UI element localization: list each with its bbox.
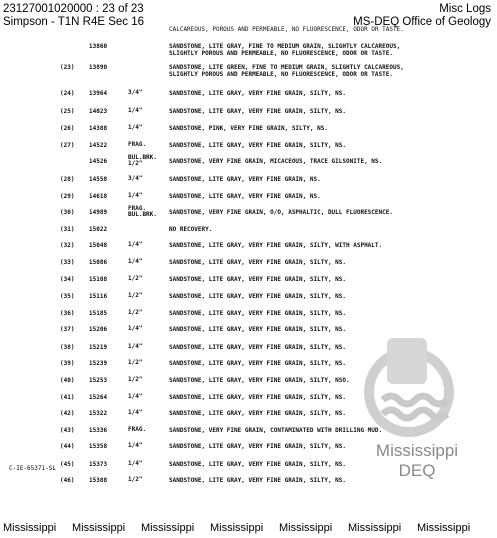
entry-sample-size: 1/2" xyxy=(128,376,143,383)
entry-number: (30) xyxy=(60,209,75,216)
description-line: SANDSTONE, LITE GRAY, VERY FINE GRAIN, SILTY, NS. xyxy=(169,90,347,97)
description-line: SANDSTONE, LITE GREEN, FINE TO MEDIUM GRAIN, SLIGHTLY CALCAREOUS, xyxy=(169,64,404,71)
entry-description xyxy=(169,242,382,249)
entry-depth: 14618 xyxy=(89,193,108,200)
footer-watermark-text: Mississippi xyxy=(348,522,402,534)
office-name: MS-DEQ Office of Geology xyxy=(353,16,491,28)
description-line: SANDSTONE, LITE GRAY, VERY FINE GRAIN, NS. xyxy=(169,193,321,200)
entry-number: (35) xyxy=(60,293,75,300)
scanned-core-log xyxy=(60,26,460,506)
entry-depth: 15116 xyxy=(89,293,108,300)
entry-depth: 15336 xyxy=(89,427,108,434)
entry-depth: 15048 xyxy=(89,242,108,249)
description-line: SANDSTONE, LITE GRAY, VERY FINE GRAIN, SILTY, NS. xyxy=(169,344,347,351)
document-id: 23127001020000 : 23 of 23 xyxy=(3,3,144,15)
entry-description xyxy=(169,209,393,216)
entry-sample-size: 1/4" xyxy=(128,409,143,416)
entry-number: (31) xyxy=(60,226,75,233)
entry-sample-size: 1/4" xyxy=(128,442,143,449)
footer-watermark-text: Mississippi xyxy=(72,522,126,534)
entry-sample-size: FRAG. xyxy=(128,141,147,148)
entry-description xyxy=(169,259,346,266)
entry-number: (41) xyxy=(60,394,75,401)
entry-description xyxy=(169,276,346,283)
entry-description xyxy=(169,158,382,165)
entry-depth: 13890 xyxy=(89,64,108,71)
entry-sample-size: 1/4" xyxy=(128,124,143,131)
entry-description xyxy=(169,226,212,233)
entry-description xyxy=(169,326,346,333)
entry-depth: 15322 xyxy=(89,410,108,417)
entry-number: (25) xyxy=(60,108,75,115)
description-line: SLIGHTLY POROUS AND PERMEABLE, NO FLUORESCENCE, ODOR OR TASTE. xyxy=(169,71,393,78)
entry-number: (38) xyxy=(60,344,75,351)
entry-depth: 15185 xyxy=(89,310,108,317)
entry-sample-size: 1/2" xyxy=(128,275,143,282)
entry-sample-size: 3/4" xyxy=(128,89,143,96)
entry-depth: 15264 xyxy=(89,394,108,401)
entry-number: (43) xyxy=(60,427,75,434)
description-line: SANDSTONE, LITE GRAY, VERY FINE GRAIN, SILTY, NS. xyxy=(169,394,347,401)
entry-description xyxy=(169,310,346,317)
entry-sample-size: FRAG. xyxy=(128,426,147,433)
entry-depth: 14522 xyxy=(89,142,108,149)
description-line: SANDSTONE, PINK, VERY FINE GRAIN, SILTY, NS. xyxy=(169,125,328,132)
description-line: SANDSTONE, LITE GRAY, VERY FINE GRAIN, SILTY, NS. xyxy=(169,477,347,484)
entry-number: (32) xyxy=(60,242,75,249)
entry-sample-size: BUL.BRK. 1/2" xyxy=(128,154,157,167)
well-location: Simpson - T1N R4E Sec 16 xyxy=(3,16,145,28)
entry-depth: 13964 xyxy=(89,90,108,97)
entry-description xyxy=(169,461,346,468)
entry-number: (24) xyxy=(60,90,75,97)
entry-sample-size: 1/2" xyxy=(128,476,143,483)
entry-depth: 14388 xyxy=(89,125,108,132)
entry-number: (44) xyxy=(60,443,75,450)
entry-depth: 15373 xyxy=(89,461,108,468)
entry-number: (34) xyxy=(60,276,75,283)
footer-watermark-text: Mississippi xyxy=(141,522,195,534)
entry-description xyxy=(169,176,321,183)
description-line: SANDSTONE, LITE GRAY, VERY FINE GRAIN, SILTY, NS. xyxy=(169,461,347,468)
watermark-line2: DEQ xyxy=(398,461,436,480)
entry-description xyxy=(169,360,346,367)
footer-watermark-text: Mississippi xyxy=(417,522,471,534)
entry-description xyxy=(169,293,346,300)
description-line: SANDSTONE, LITE GRAY, VERY FINE GRAIN, NS. xyxy=(169,176,321,183)
entry-sample-size: 1/2" xyxy=(128,292,143,299)
entry-depth: 15022 xyxy=(89,226,108,233)
description-line: SANDSTONE, LITE GRAY, VERY FINE GRAIN, SILTY, NS. xyxy=(169,108,347,115)
entry-depth: 15219 xyxy=(89,344,108,351)
footer-watermark-text: Mississippi xyxy=(279,522,333,534)
description-line: SANDSTONE, LITE GRAY, VERY FINE GRAIN, SILTY, NS. xyxy=(169,410,347,417)
entry-depth: 14023 xyxy=(89,108,108,115)
entry-depth: 15206 xyxy=(89,326,108,333)
entry-description xyxy=(169,377,350,384)
entry-sample-size: 1/4" xyxy=(128,192,143,199)
entry-description xyxy=(169,64,404,78)
entry-sample-size: FRAG. BUL.BRK. xyxy=(128,205,157,218)
entry-depth: 14989 xyxy=(89,209,108,216)
entry-description xyxy=(169,443,346,450)
entry-sample-size: 1/2" xyxy=(128,309,143,316)
entry-sample-size: 1/4" xyxy=(128,325,143,332)
description-line: SANDSTONE, LITE GRAY, VERY FINE GRAIN, SILTY, NSO. xyxy=(169,377,350,384)
description-line: SANDSTONE, LITE GRAY, VERY FINE GRAIN, SILTY, NS. xyxy=(169,259,347,266)
description-line: NO RECOVERY. xyxy=(169,226,213,233)
entry-sample-size: 1/4" xyxy=(128,393,143,400)
entry-number: (39) xyxy=(60,360,75,367)
entry-number: (45) xyxy=(60,461,75,468)
entry-depth: 15388 xyxy=(89,477,108,484)
description-line: SANDSTONE, VERY FINE GRAIN, MICACEOUS, TRACE GILSONITE, NS. xyxy=(169,158,383,165)
entry-depth: 14558 xyxy=(89,176,108,183)
description-line: SANDSTONE, LITE GRAY, VERY FINE GRAIN, SILTY, WITH ASPHALT. xyxy=(169,242,383,249)
entry-description xyxy=(169,394,346,401)
entry-depth: 15086 xyxy=(89,259,108,266)
entry-description xyxy=(169,477,346,484)
entry-number: (40) xyxy=(60,377,75,384)
description-line: SANDSTONE, LITE GRAY, VERY FINE GRAIN, SILTY, NS. xyxy=(169,443,347,450)
entry-description xyxy=(169,90,346,97)
entry-depth: 14526 xyxy=(89,158,108,165)
entry-description xyxy=(169,193,321,200)
entry-sample-size: 1/4" xyxy=(128,343,143,350)
entry-depth: 15239 xyxy=(89,360,108,367)
entry-number: (33) xyxy=(60,259,75,266)
entry-description xyxy=(169,142,346,149)
entry-sample-size: 1/2" xyxy=(128,359,143,366)
description-line: SANDSTONE, LITE GRAY, VERY FINE GRAIN, SILTY, NS. xyxy=(169,326,347,333)
entry-depth: 15108 xyxy=(89,276,108,283)
cropped-description: CALCAREOUS, POROUS AND PERMEABLE, NO FLUORESCENCE, ODOR OR TASTE. xyxy=(169,26,404,33)
description-line: SANDSTONE, LITE GRAY, VERY FINE GRAIN, SILTY, NS. xyxy=(169,360,347,367)
entry-depth: 13860 xyxy=(89,43,108,50)
entry-number: (46) xyxy=(60,477,75,484)
entry-number: (28) xyxy=(60,176,75,183)
entry-description xyxy=(169,427,382,434)
entry-number: (23) xyxy=(60,64,75,71)
description-line: SANDSTONE, LITE GRAY, VERY FINE GRAIN, SILTY, NS. xyxy=(169,293,347,300)
entry-depth: 15358 xyxy=(89,443,108,450)
entry-description xyxy=(169,43,400,57)
entry-sample-size: 1/4" xyxy=(128,460,143,467)
description-line: SANDSTONE, LITE GRAY, VERY FINE GRAIN, SILTY, NS. xyxy=(169,276,347,283)
entry-description xyxy=(169,410,346,417)
description-line: SANDSTONE, LITE GRAY, VERY FINE GRAIN, SILTY, NS. xyxy=(169,310,347,317)
description-line: SANDSTONE, LITE GRAY, FINE TO MEDIUM GRAIN, SLIGHTLY CALCAREOUS, xyxy=(169,43,401,50)
entry-sample-size: 1/4" xyxy=(128,241,143,248)
log-category: Misc Logs xyxy=(439,3,491,15)
description-line: SANDSTONE, VERY FINE GRAIN, CONTAMINATED WITH DRILLING MUD. xyxy=(169,427,383,434)
entry-description xyxy=(169,344,346,351)
description-line: SLIGHTLY POROUS AND PERMEABLE, NO FLUORESCENCE, ODOR OR TASTE. xyxy=(169,50,393,57)
entry-sample-size: 1/4" xyxy=(128,258,143,265)
entry-number: (36) xyxy=(60,310,75,317)
footer-watermark-text: Mississippi xyxy=(210,522,264,534)
description-line: SANDSTONE, LITE GRAY, VERY FINE GRAIN, SILTY, NS. xyxy=(169,142,347,149)
entry-description xyxy=(169,108,346,115)
entry-number: (37) xyxy=(60,326,75,333)
description-line: SANDSTONE, VERY FINE GRAIN, O/O, ASPHALTIC, DULL FLUORESCENCE. xyxy=(169,209,393,216)
watermark-line1: Mississippi xyxy=(375,441,459,460)
entry-number: (42) xyxy=(60,410,75,417)
entry-depth: 15253 xyxy=(89,377,108,384)
entry-sample-size: 1/4" xyxy=(128,107,143,114)
doc-reference: C-IE-65371-SL xyxy=(9,465,56,472)
entry-number: (26) xyxy=(60,125,75,132)
entry-sample-size: 3/4" xyxy=(128,175,143,182)
entry-description xyxy=(169,125,328,132)
entry-number: (27) xyxy=(60,142,75,149)
entry-number: (29) xyxy=(60,193,75,200)
footer-strip xyxy=(3,522,497,534)
footer-watermark-text: Mississippi xyxy=(3,522,57,534)
